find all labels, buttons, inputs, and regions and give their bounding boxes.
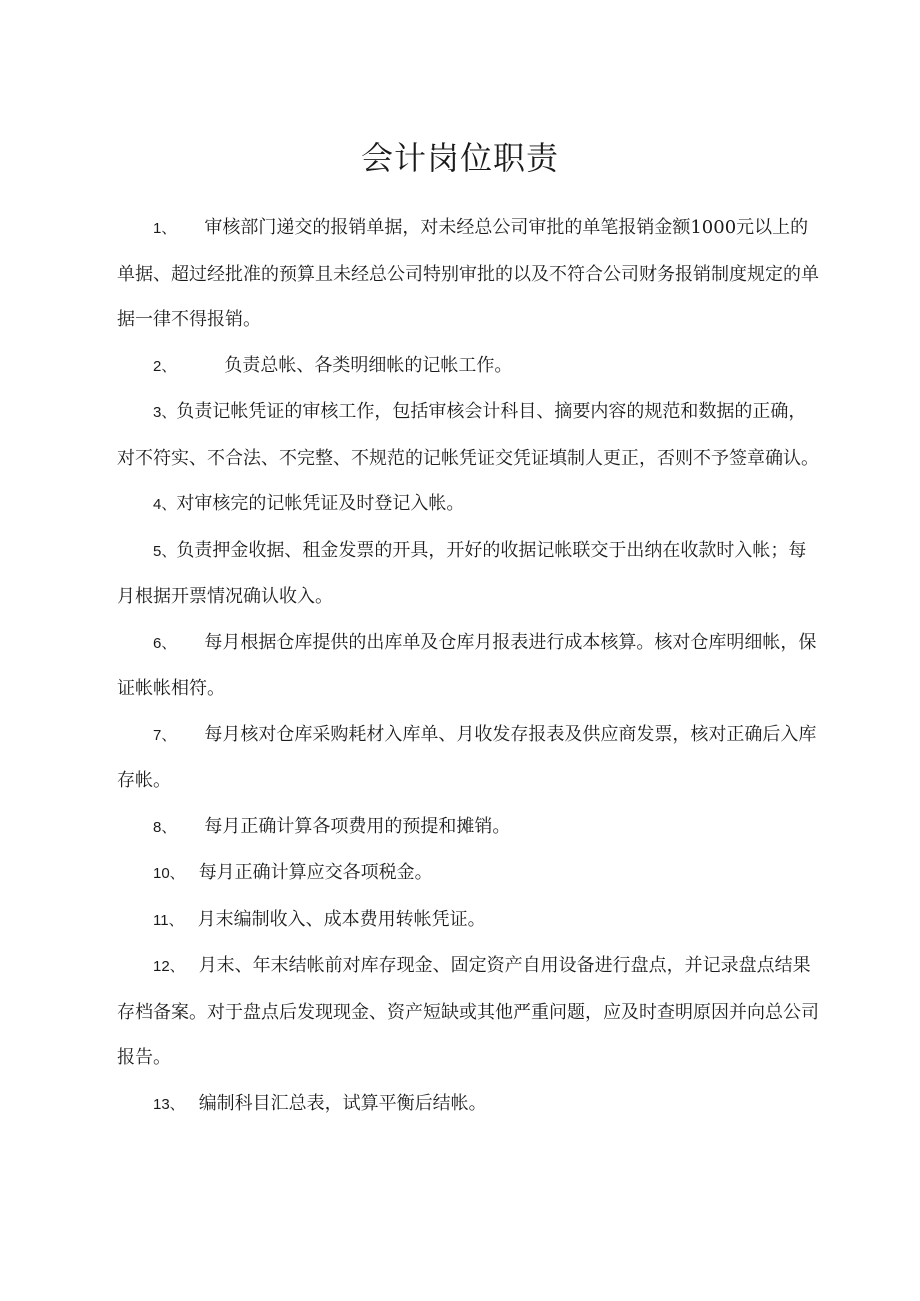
list-item [117,343,822,390]
duty-list [117,205,822,1127]
item-number: 4、 [153,496,177,513]
list-item [117,897,822,944]
item-text: 月末编制收入、成本费用转帐凭证。 [197,908,486,930]
item-number: 8、 [153,818,177,836]
item-text: 每月核对仓库采购耗材入库单、月收发存报表及供应商发票，核对正确后入库存帐。 [117,723,817,791]
item-text: 每月根据仓库提供的出库单及仓库月报表进行成本核算。核对仓库明细帐，保证帐帐相符。 [117,631,817,699]
item-number: 11、 [153,911,184,929]
item-number: 2、 [153,357,177,375]
item-text: 对审核完的记帐凭证及时登记入帐。 [176,493,465,514]
item-text: 编制科目汇总表，试算平衡后结帐。 [198,1092,487,1114]
list-item [117,481,822,528]
list-item [117,850,822,897]
list-item [117,804,822,851]
item-text: 每月正确计算各项费用的预提和摊销。 [204,815,511,837]
item-text: 每月正确计算应交各项税金。 [198,862,433,883]
item-number: 7、 [153,726,177,744]
item-number: 6、 [153,634,177,652]
item-text: 审核部门递交的报销单据，对未经总公司审批的单笔报销金额1000元以上的单据、超过经批准的预算且未经总公司特别审批的以及不符合公司财务报销制度规定的单据一律不得报销。 [117,217,819,330]
item-text: 月末、年末结帐前对库存现金、固定资产自用设备进行盘点，并记录盘点结果存档备案。对于盘点后发现现金、资产短缺或其他严重问题，应及时查明原因并向总公司报告。 [117,955,819,1068]
item-number: 5、 [153,542,177,560]
list-item [117,620,822,712]
item-number: 12、 [153,958,185,975]
list-item [117,943,822,1081]
page-title: 会计岗位职责 [360,139,559,177]
list-item [117,1081,822,1128]
list-item [117,389,822,481]
list-item [117,712,822,804]
item-number: 1、 [153,220,177,237]
list-item [117,205,822,343]
item-number: 10、 [153,865,185,882]
item-text: 负责记帐凭证的审核工作，包括审核会计科目、摘要内容的规范和数据的正确，对不符实、不合法、不完整、不规范的记帐凭证交凭证填制人更正，否则不予签章确认。 [117,401,819,469]
item-text: 负责押金收据、租金发票的开具，开好的收据记帐联交于出纳在收款时入帐；每月根据开票情况确认收入。 [117,539,807,607]
item-number: 13、 [153,1095,185,1113]
item-text: 负责总帐、各类明细帐的记帐工作。 [224,354,513,376]
list-item [117,528,822,620]
item-number: 3、 [153,404,177,421]
